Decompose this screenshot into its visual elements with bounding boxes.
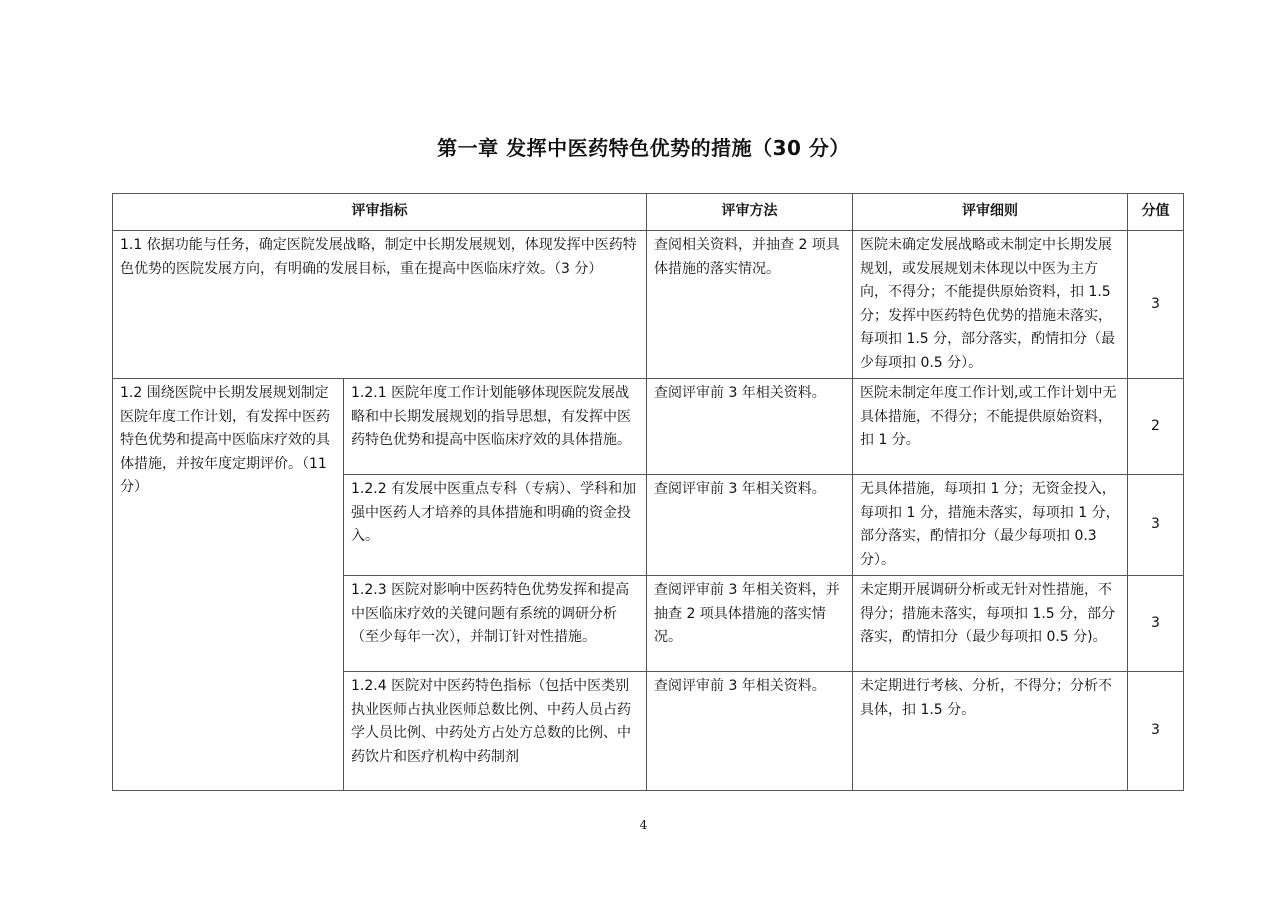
- table-row: [113, 231, 1184, 379]
- page-title: 第一章 发挥中医药特色优势的措施（30 分）: [437, 136, 850, 160]
- score-cell: 3: [1128, 475, 1184, 576]
- sub-indicator-cell: 1.2.4 医院对中医药特色指标（包括中医类别执业医师占执业医师总数比例、中药人员占药学人员比例、中药处方占处方总数的比例、中药饮片和医疗机构中药制剂: [344, 672, 647, 791]
- indicator-cell: 1.1 依据功能与任务，确定医院发展战略，制定中长期发展规划，体现发挥中医药特色优势的医院发展方向，有明确的发展目标，重在提高中医临床疗效。（3 分）: [113, 231, 647, 379]
- method-cell: 查阅评审前 3 年相关资料。: [647, 672, 853, 791]
- details-cell: 未定期开展调研分析或无针对性措施，不得分；措施未落实，每项扣 1.5 分，部分落实，酌情扣分（最少每项扣 0.5 分)。: [853, 576, 1128, 672]
- method-cell: 查阅相关资料，并抽查 2 项具体措施的落实情况。: [647, 231, 853, 379]
- score-cell: 3: [1128, 576, 1184, 672]
- method-cell: 查阅评审前 3 年相关资料，并抽查 2 项具体措施的落实情况。: [647, 576, 853, 672]
- header-details: 评审细则: [853, 194, 1128, 231]
- details-cell: 未定期进行考核、分析，不得分；分析不具体，扣 1.5 分。: [853, 672, 1128, 791]
- header-indicator: 评审指标: [113, 194, 647, 231]
- group-indicator-cell: 1.2 围绕医院中长期发展规划制定医院年度工作计划，有发挥中医药特色优势和提高中医临床疗效的具体措施，并按年度定期评价。（11 分）: [113, 379, 344, 791]
- details-cell: 无具体措施，每项扣 1 分；无资金投入，每项扣 1 分，措施未落实，每项扣 1 分，部分落实，酌情扣分（最少每项扣 0.3 分）。: [853, 475, 1128, 576]
- table-row: [113, 379, 1184, 475]
- details-cell: 医院未确定发展战略或未制定中长期发展规划，或发展规划未体现以中医为主方向，不得分；不能提供原始资料，扣 1.5 分；发挥中医药特色优势的措施未落实，每项扣 1.5 分，部分落实，酌情扣分（最少每项扣 0.5 分）。: [853, 231, 1128, 379]
- table-header-row: [113, 194, 1184, 231]
- method-cell: 查阅评审前 3 年相关资料。: [647, 475, 853, 576]
- sub-indicator-cell: 1.2.3 医院对影响中医药特色优势发挥和提高中医临床疗效的关键问题有系统的调研分析（至少每年一次），并制订针对性措施。: [344, 576, 647, 672]
- score-cell: 3: [1128, 672, 1184, 791]
- score-cell: 2: [1128, 379, 1184, 475]
- sub-indicator-cell: 1.2.1 医院年度工作计划能够体现医院发展战略和中长期发展规划的指导思想，有发挥中医药特色优势和提高中医临床疗效的具体措施。: [344, 379, 647, 475]
- sub-indicator-cell: 1.2.2 有发展中医重点专科（专病）、学科和加强中医药人才培养的具体措施和明确的资金投入。: [344, 475, 647, 576]
- evaluation-table: [112, 193, 1184, 791]
- header-method: 评审方法: [647, 194, 853, 231]
- method-cell: 查阅评审前 3 年相关资料。: [647, 379, 853, 475]
- score-cell: 3: [1128, 231, 1184, 379]
- header-score: 分值: [1128, 194, 1184, 231]
- details-cell: 医院未制定年度工作计划,或工作计划中无具体措施，不得分；不能提供原始资料，扣 1 分。: [853, 379, 1128, 475]
- page-number: 4: [639, 818, 648, 832]
